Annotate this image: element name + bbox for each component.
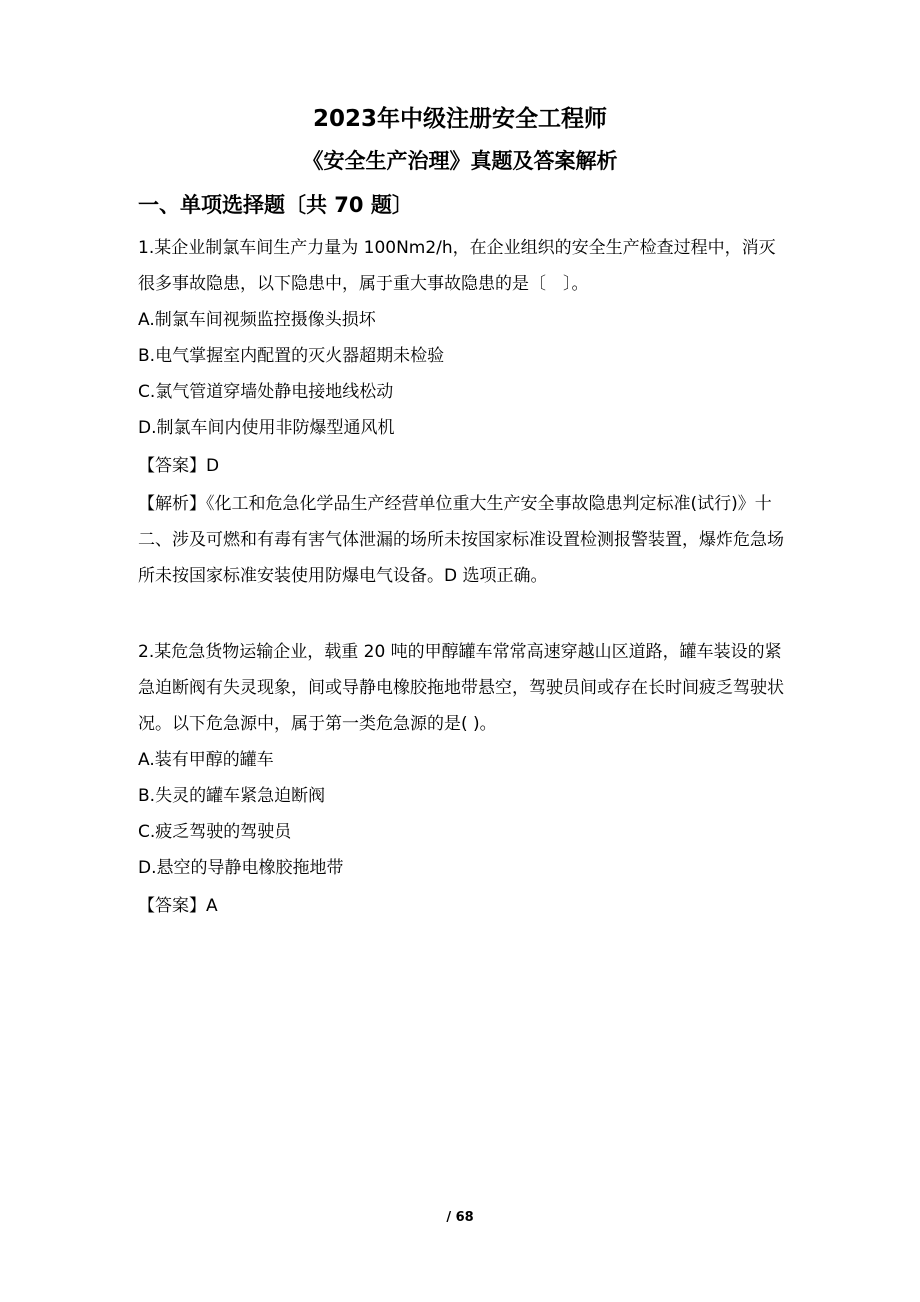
- question-2-option-a: A.装有甲醇的罐车: [138, 750, 274, 770]
- question-1-analysis: 【解析】《化工和危急化学品生产经营单位重大生产安全事故隐患判定标准(试行)》十二、涉及可燃和有毒有害气体泄漏的场所未按国家标准设置检测报警装置，爆炸危急场所未按国家标准安装使用防爆电气设备。D 选项正确。: [138, 494, 784, 586]
- question-2-option-c: C.疲乏驾驶的驾驶员: [138, 822, 292, 842]
- question-2-option-b: B.失灵的罐车紧急迫断阀: [138, 786, 326, 806]
- document-subtitle: 《安全生产治理》真题及答案解析: [302, 149, 618, 173]
- question-1-option-b: B.电气掌握室内配置的灭火器超期未检验: [138, 346, 445, 366]
- question-1-option-c: C.氯气管道穿墙处静电接地线松动: [138, 382, 394, 402]
- question-2: [138, 634, 786, 924]
- page-number: / 68: [446, 1210, 474, 1225]
- question-2-option-d: D.悬空的导静电橡胶拖地带: [138, 858, 344, 878]
- question-2-answer: 【答案】A: [138, 896, 218, 916]
- question-1-option-d: D.制氯车间内使用非防爆型通风机: [138, 418, 395, 438]
- document-title: 2023年中级注册安全工程师: [312, 106, 607, 132]
- question-2-stem: 2.某危急货物运输企业，载重 20 吨的甲醇罐车常常高速穿越山区道路，罐车装设的紧急迫断阀有失灵现象，间或导静电橡胶拖地带悬空，驾驶员间或存在长时间疲乏驾驶状况。以下危急源中，属于第一类危急源的是( )。: [138, 642, 784, 734]
- section-heading: 一、单项选择题〔共 70 题〕: [138, 193, 413, 217]
- question-1-option-a: A.制氯车间视频监控摄像头损坏: [138, 310, 376, 330]
- question-1-answer: 【答案】D: [138, 456, 220, 476]
- question-1: [138, 230, 786, 594]
- question-1-stem: 1.某企业制氯车间生产力量为 100Nm2/h，在企业组织的安全生产检查过程中，消灭很多事故隐患，以下隐患中，属于重大事故隐患的是〔 〕。: [138, 238, 776, 294]
